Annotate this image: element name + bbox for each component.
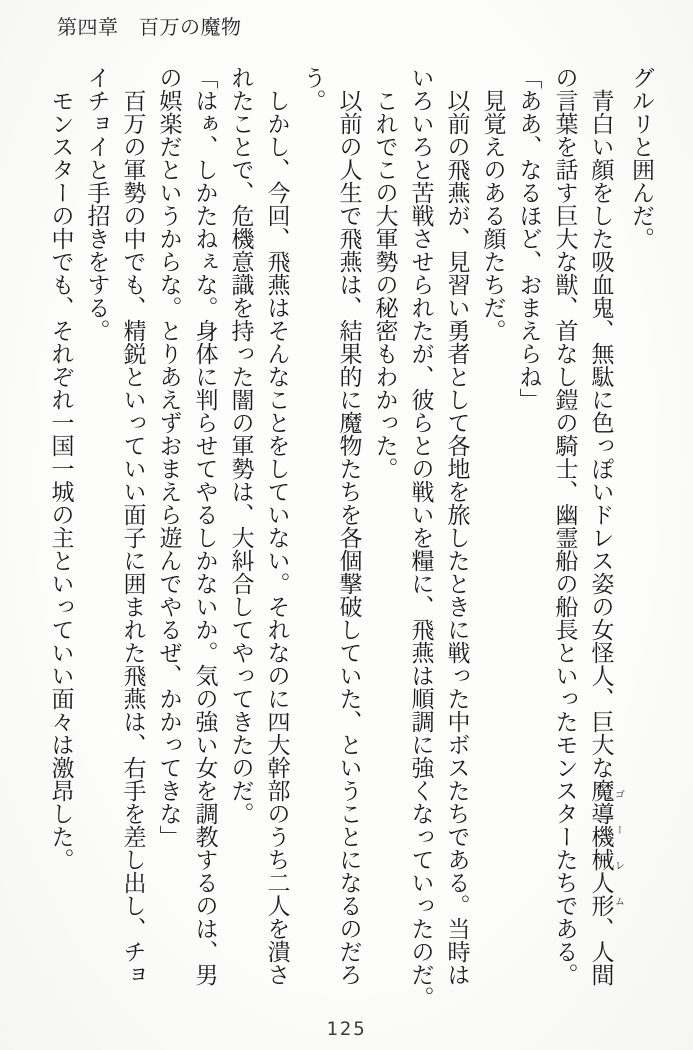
text-line: 「はぁ、しかたねぇな。身体に判らせてやるしかないか。気の強い女を調教するのは、男 <box>192 66 218 986</box>
text-line: う。 <box>300 66 326 112</box>
text-line: 「ああ、なるほど、おまえらね」 <box>516 66 542 411</box>
chapter-header: 第四章 百万の魔物 <box>57 17 242 39</box>
text-line: 見覚えのある顔たちだ。 <box>480 66 506 342</box>
text-line: 百万の軍勢の中でも、精鋭といっていい面子に囲まれた飛燕は、右手を差し出し、チョ <box>120 66 146 986</box>
text-line: の娯楽だというからな。とりあえずおまえら遊んでやるぜ、かかってきな」 <box>156 66 182 848</box>
text-line: 青白い顔をした吸血鬼、無駄に色っぽいドレス姿の女怪人、巨大な魔導機械人形 ゴーレム、人間 <box>588 66 624 986</box>
text-line: モンスターの中でも、それぞれ一国一城の主といっていい面々は激昂した。 <box>48 66 74 871</box>
text-line: グルリと囲んだ。 <box>629 66 654 250</box>
ruby-annotated-word: 魔導機械人形 ゴーレム <box>588 779 624 917</box>
text-line: これでこの大軍勢の秘密もわかった。 <box>372 66 398 480</box>
text-line: の言葉を話す巨大な獣、首なし鎧の騎士、幽霊船の船長といったモンスターたちである。 <box>552 66 578 986</box>
body-text <box>46 66 659 1009</box>
text-line: しかし、今回、飛燕はそんなことをしていない。それなのに四大幹部のうち二人を潰さ <box>264 66 290 986</box>
text-line: れたことで、危機意識を持った闇の軍勢は、大糾合してやってきたのだ。 <box>228 66 254 825</box>
text-line: イチョイと手招きをする。 <box>84 66 110 342</box>
text-line: 以前の飛燕が、見習い勇者として各地を旅したときに戦った中ボスたちである。当時は <box>444 66 470 986</box>
page-number: 125 <box>326 1018 367 1040</box>
furigana: ゴーレム <box>612 779 624 917</box>
text-line: 以前の人生で飛燕は、結果的に魔物たちを各個撃破していた、ということになるのだろ <box>336 66 362 986</box>
text-line: いろいろと苦戦させられたが、彼らとの戦いを糧に、飛燕は順調に強くなっていったのだ。 <box>408 66 434 1009</box>
